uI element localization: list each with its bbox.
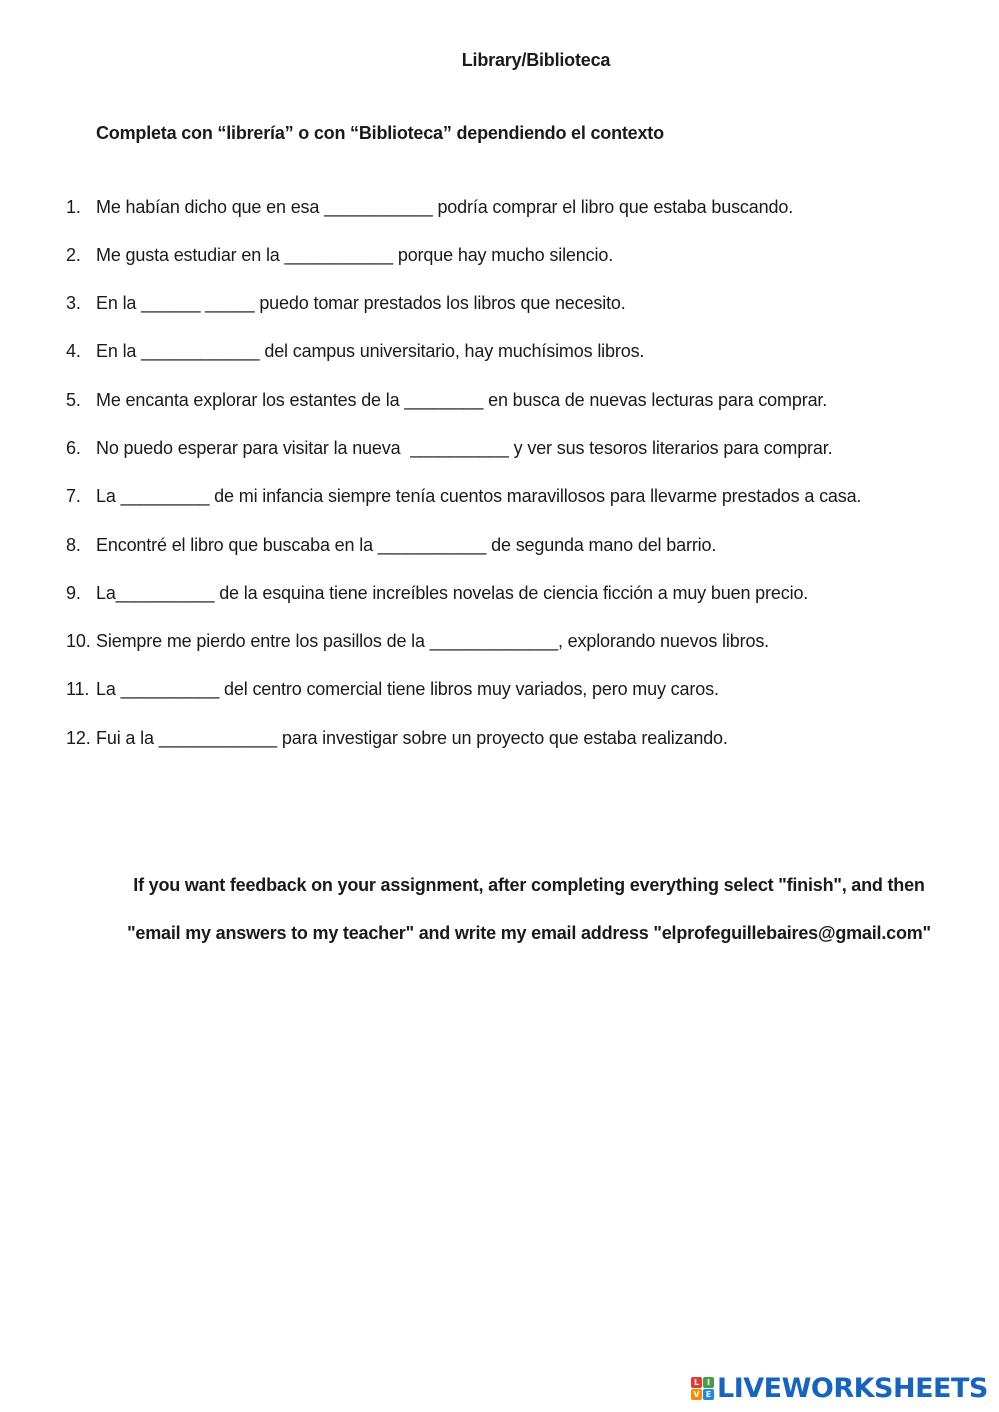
question-prefix: Fui a la (96, 728, 159, 748)
question-text (96, 679, 719, 700)
question-number: 7. (66, 486, 81, 506)
question-suffix: del campus universitario, hay muchísimos libros. (259, 341, 645, 361)
question-number: 5. (66, 390, 81, 410)
question-prefix: La (96, 679, 121, 699)
question-suffix: del centro comercial tiene libros muy variados, pero muy caros. (219, 679, 719, 699)
liveworksheets-logo (691, 1373, 988, 1403)
question-suffix: porque hay mucho silencio. (392, 245, 614, 265)
question-prefix: En la (96, 341, 142, 361)
answer-blank[interactable]: __________ (410, 438, 509, 458)
question-prefix: Me habían dicho que en esa (96, 197, 325, 217)
question-text (96, 631, 769, 652)
question-text (96, 583, 808, 604)
answer-blank[interactable]: _____________ (429, 631, 558, 651)
logo-letter-v: V (691, 1389, 702, 1400)
question-number: 1. (66, 197, 81, 217)
question-prefix: Me gusta estudiar en la (96, 245, 285, 265)
question-prefix: Encontré el libro que buscaba en la (96, 535, 378, 555)
question-suffix: para investigar sobre un proyecto que estaba realizando. (277, 728, 728, 748)
page-title: Library/Biblioteca (461, 50, 611, 70)
question-number: 9. (66, 583, 81, 603)
question-text (96, 486, 861, 507)
question-number: 11. (66, 679, 90, 699)
question-prefix: Me encanta explorar los estantes de la (96, 390, 405, 410)
question-suffix: de la esquina tiene increíbles novelas de ciencia ficción a muy buen precio. (214, 583, 809, 603)
answer-blank[interactable]: ___________ (377, 535, 487, 555)
answer-blank[interactable]: ____________ (141, 341, 260, 361)
question-number: 3. (66, 293, 81, 313)
answer-blank[interactable]: ____________ (158, 728, 278, 748)
question-suffix: de segunda mano del barrio. (486, 535, 717, 555)
answer-blank[interactable]: ________ (404, 390, 484, 410)
question-text (96, 390, 827, 411)
question-text (96, 341, 644, 362)
question-prefix: La (96, 583, 116, 603)
question-text (96, 245, 613, 266)
question-prefix: En la (96, 293, 142, 313)
logo-letter-i: I (703, 1377, 714, 1388)
logo-letter-l: L (691, 1377, 702, 1388)
question-suffix: en busca de nuevas lecturas para comprar. (483, 390, 828, 410)
question-number: 10. (66, 631, 91, 651)
question-suffix: de mi infancia siempre tenía cuentos maravillosos para llevarme prestados a casa. (209, 486, 862, 506)
question-prefix: Siempre me pierdo entre los pasillos de la (96, 631, 430, 651)
question-suffix: , explorando nuevos libros. (557, 631, 770, 651)
question-prefix: No puedo esperar para visitar la nueva (96, 438, 411, 458)
logo-letter-e: E (703, 1389, 714, 1400)
question-number: 4. (66, 341, 81, 361)
feedback-instructions-line-1: If you want feedback on your assignment, after completing everything select "finish", and then (133, 875, 925, 895)
question-number: 8. (66, 535, 81, 555)
question-suffix: puedo tomar prestados los libros que necesito. (254, 293, 626, 313)
answer-blank[interactable]: ___________ (284, 245, 393, 265)
instruction-text: Completa con “librería” o con “Biblioteca” dependiendo el contexto (96, 123, 664, 143)
question-suffix: y ver sus tesoros literarios para comprar. (508, 438, 833, 458)
question-text (96, 438, 832, 459)
question-number: 12. (66, 728, 91, 748)
answer-blank[interactable]: ___________ (324, 197, 433, 217)
question-prefix: La (96, 486, 121, 506)
answer-blank[interactable]: __________ (120, 679, 220, 699)
question-number: 2. (66, 245, 81, 265)
answer-blank[interactable]: ______ _____ (141, 293, 255, 313)
question-text (96, 197, 793, 218)
question-text (96, 728, 728, 749)
question-text (96, 293, 626, 314)
logo-text: LIVEWORKSHEETS (717, 1372, 988, 1404)
logo-icon (691, 1377, 714, 1400)
feedback-instructions-line-2: "email my answers to my teacher" and write my email address "elprofeguillebaires@gmail.com" (127, 923, 931, 943)
question-number: 6. (66, 438, 81, 458)
question-text (96, 535, 716, 556)
question-suffix: podría comprar el libro que estaba buscando. (432, 197, 794, 217)
answer-blank[interactable]: __________ (115, 583, 215, 603)
answer-blank[interactable]: _________ (120, 486, 210, 506)
